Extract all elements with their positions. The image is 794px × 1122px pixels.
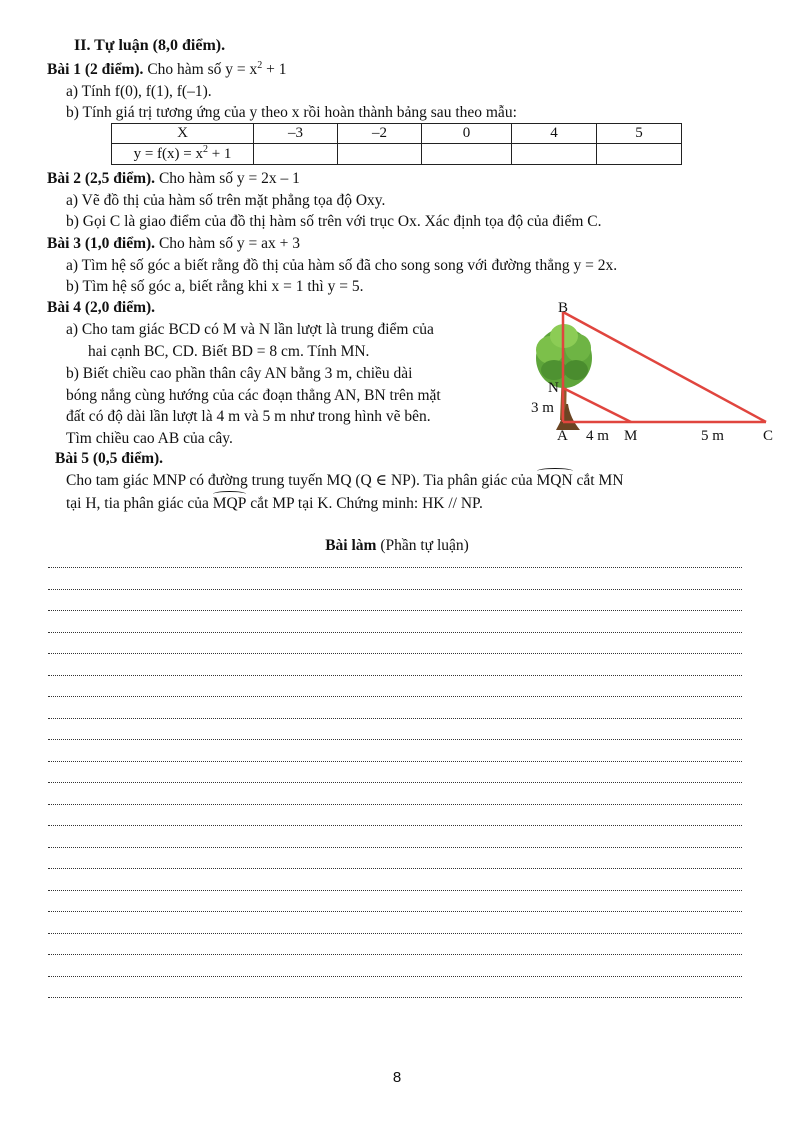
answer-line: [48, 696, 742, 697]
answer-line: [48, 954, 742, 955]
answer-line: [48, 653, 742, 654]
bai3-statement: [47, 234, 300, 253]
answer-line: [48, 718, 742, 719]
answer-line: [48, 567, 742, 568]
table-cell-x: –3: [254, 124, 338, 144]
answer-line: [48, 610, 742, 611]
bai5-line1-post: cắt MN: [572, 472, 624, 489]
table-cell-x: 0: [422, 124, 512, 144]
table-cell-y-empty: [254, 144, 338, 165]
bai1-part-b: b) Tính giá trị tương ứng của y theo x rồi hoàn thành bảng sau theo mẫu:: [66, 104, 517, 121]
table-cell-y-empty: [597, 144, 682, 165]
segment-bc: [563, 312, 766, 422]
bai4-part-b-line1: b) Biết chiều cao phần thân cây AN bằng 3 m, chiều dài: [66, 365, 413, 382]
answer-line: [48, 782, 742, 783]
answer-line: [48, 675, 742, 676]
table-row-y: [112, 144, 682, 165]
bai2-statement: [47, 169, 300, 188]
bai4-title: Bài 4 (2,0 điểm).: [47, 299, 156, 316]
table-row-x: [112, 124, 682, 144]
bai1-exponent: 2: [257, 60, 263, 71]
answer-line: [48, 761, 742, 762]
bai1-function-pre: Cho hàm số y = x: [147, 61, 258, 79]
point-label-a: A: [557, 428, 568, 444]
section-heading: II. Tự luận (8,0 điểm).: [74, 37, 226, 54]
tree-shadow-figure: [520, 300, 782, 450]
answer-line: [48, 911, 742, 912]
answer-line: [48, 847, 742, 848]
answer-line: [48, 868, 742, 869]
bai5-line2: [66, 494, 483, 513]
answer-line: [48, 632, 742, 633]
bai5-line2-post: cắt MP tại K. Chứng minh: HK // NP.: [246, 495, 483, 512]
answer-line: [48, 997, 742, 998]
bai1-part-a: a) Tính f(0), f(1), f(–1).: [66, 83, 212, 100]
angle-mqn: MQN: [536, 472, 573, 489]
answer-title-rest: (Phần tự luận): [376, 537, 469, 554]
value-table: [111, 123, 682, 165]
angle-mqp: MQP: [212, 495, 247, 512]
bai2-part-b: b) Gọi C là giao điểm của đồ thị hàm số trên với trục Ox. Xác định tọa độ của điểm C.: [66, 213, 602, 230]
bai2-function: Cho hàm số y = 2x – 1: [155, 170, 300, 187]
bai4-part-a-line1: a) Cho tam giác BCD có M và N lần lượt là trung điểm của: [66, 321, 434, 338]
bai5-title: Bài 5 (0,5 điểm).: [55, 450, 164, 467]
table-cell-x: 5: [597, 124, 682, 144]
table-cell-y-empty: [338, 144, 422, 165]
bai2-part-a: a) Vẽ đồ thị của hàm số trên mặt phẳng tọa độ Oxy.: [66, 192, 386, 209]
point-label-m: M: [624, 428, 638, 444]
bai5-line1: [66, 471, 623, 490]
table-cell-y-empty: [512, 144, 597, 165]
answer-title-bold: Bài làm: [325, 537, 377, 554]
point-label-c: C: [763, 428, 774, 444]
answer-line: [48, 933, 742, 934]
length-label-am: 4 m: [586, 428, 609, 444]
table-cell-x: 4: [512, 124, 597, 144]
bai3-part-a: a) Tìm hệ số góc a biết rằng đồ thị của hàm số đã cho song song với đường thẳng y = 2x.: [66, 257, 618, 274]
bai1-title: Bài 1 (2 điểm).: [47, 61, 144, 79]
bai4-part-b-line2: bóng nắng cùng hướng của các đoạn thẳng AN, BN trên mặt: [66, 387, 441, 404]
bai3-function: Cho hàm số y = ax + 3: [155, 235, 300, 252]
bai3-part-b: b) Tìm hệ số góc a, biết rằng khi x = 1 thì y = 5.: [66, 278, 364, 295]
bai5-line2-pre: tại H, tia phân giác của: [66, 495, 213, 512]
answer-line: [48, 589, 742, 590]
table-header-x: X: [112, 124, 254, 144]
table-header-y-exponent: 2: [202, 144, 208, 155]
bai3-title: Bài 3 (1,0 điểm).: [47, 235, 156, 252]
table-header-y: [112, 144, 254, 165]
answer-line: [48, 976, 742, 977]
point-label-b: B: [558, 300, 569, 316]
bai2-title: Bài 2 (2,5 điểm).: [47, 170, 156, 187]
bai4-part-b-line4: Tìm chiều cao AB của cây.: [66, 430, 233, 447]
table-cell-x: –2: [338, 124, 422, 144]
page-number: 8: [392, 1069, 402, 1086]
shadow-lines: [563, 312, 766, 422]
table-header-y-pre: y = f(x) = x: [133, 146, 203, 162]
answer-line: [48, 890, 742, 891]
segment-nm: [563, 388, 631, 422]
bai4-part-b-line3: đất có độ dài lần lượt là 4 m và 5 m như trong hình vẽ bên.: [66, 408, 431, 425]
table-cell-y-empty: [422, 144, 512, 165]
length-label-mc: 5 m: [701, 428, 724, 444]
answer-line: [48, 739, 742, 740]
bai1-function-post: + 1: [262, 61, 287, 79]
bai1-statement: [47, 60, 287, 80]
answer-line: [48, 825, 742, 826]
bai4-part-a-line2: hai cạnh BC, CD. Biết BD = 8 cm. Tính MN.: [88, 343, 370, 360]
length-label-an: 3 m: [531, 400, 554, 416]
table-header-y-post: + 1: [207, 146, 232, 162]
answer-title: [0, 536, 794, 555]
answer-line: [48, 804, 742, 805]
bai5-line1-pre: Cho tam giác MNP có đường trung tuyến MQ (Q ∈ NP). Tia phân giác của: [66, 472, 537, 489]
point-label-n: N: [548, 380, 559, 396]
